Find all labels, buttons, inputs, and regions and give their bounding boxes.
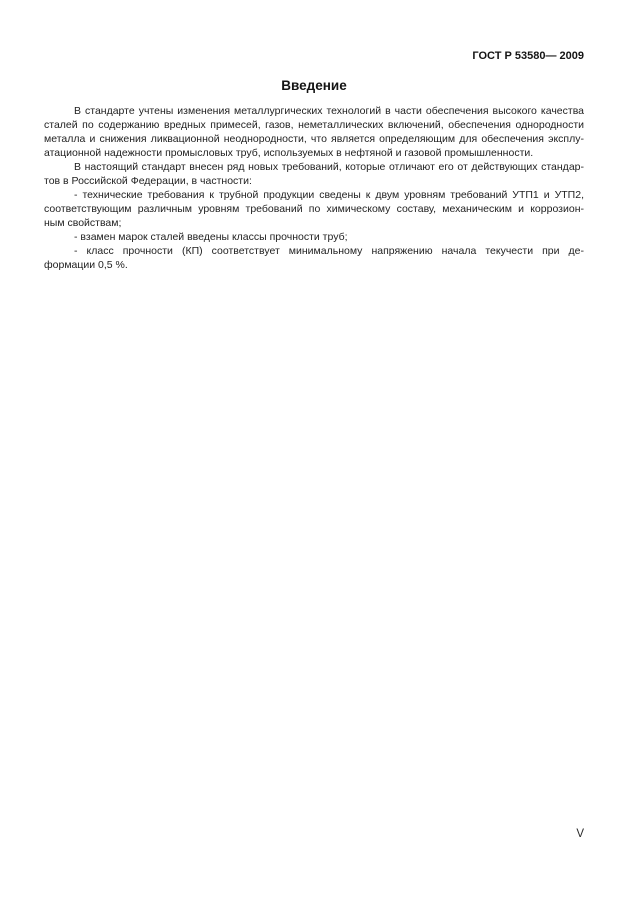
item-strength-classes xyxy=(44,230,584,244)
text-line: - взамен марок сталей введены классы прочности труб; xyxy=(74,231,348,243)
text-line: В стандарте учтены изменения металлургических технологий в части обеспечения высокого качества xyxy=(74,105,584,117)
text-line: соответствующим различным уровням требований по химическому составу, механическим и коррозион- xyxy=(44,203,584,215)
item-strength-class-definition xyxy=(44,244,584,272)
text-line: В настоящий стандарт внесен ряд новых требований, которые отличают его от действующих стандар- xyxy=(74,161,584,173)
document-body xyxy=(44,104,584,272)
para-metallurgy-quality xyxy=(44,104,584,160)
page-title: Введение xyxy=(281,78,347,93)
text-line: атационной надежности промысловых труб, используемых в нефтяной и газовой промышленности. xyxy=(44,147,534,159)
text-line: сталей по содержанию вредных примесей, газов, неметаллических включений, обеспечения однородности xyxy=(44,119,584,131)
text-line: ным свойствам; xyxy=(44,217,122,229)
text-line: формации 0,5 %. xyxy=(44,259,128,271)
text-line: - технические требования к трубной продукции сведены к двум уровням требований УТП1 и УТП2, xyxy=(74,189,584,201)
text-line: - класс прочности (КП) соответствует минимальному напряжению начала текучести при де- xyxy=(74,245,584,257)
page-number: V xyxy=(576,828,584,840)
text-line: тов в Российской Федерации, в частности: xyxy=(44,175,252,187)
doc-number: ГОСТ Р 53580— 2009 xyxy=(472,50,584,62)
text-line: металла и снижения ликвационной неоднородности, что является определяющим для обеспечения эксплу- xyxy=(44,133,584,145)
item-two-requirement-levels xyxy=(44,188,584,230)
para-new-requirements xyxy=(44,160,584,188)
